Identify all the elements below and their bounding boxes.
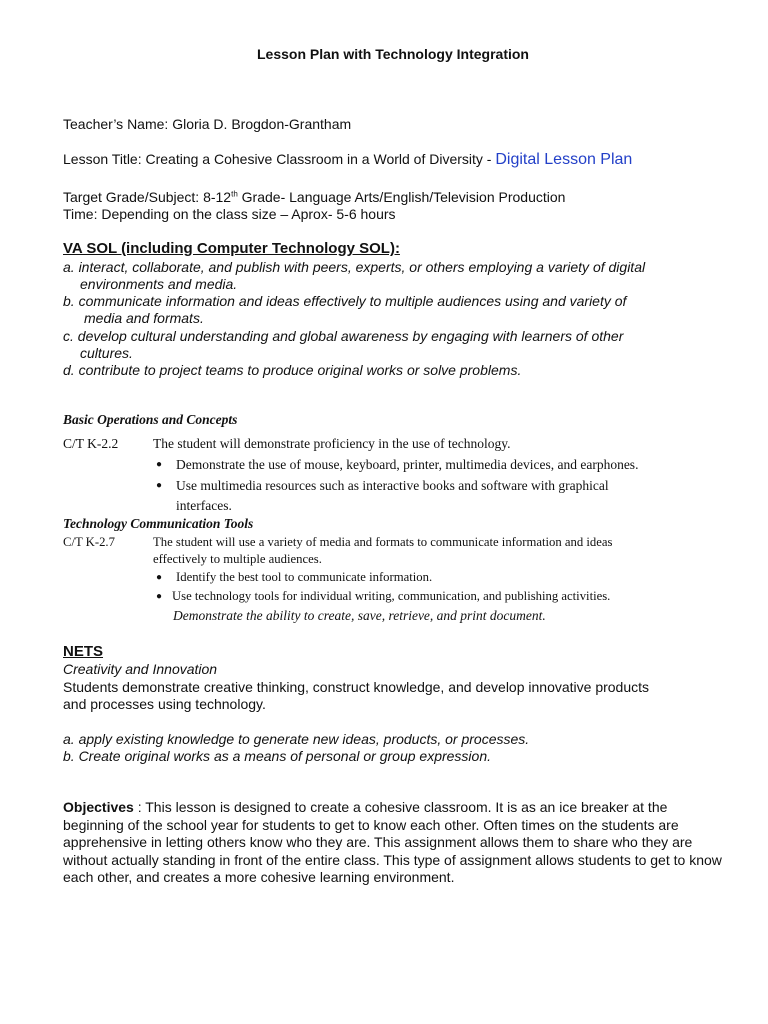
va-sol-line: a. interact, collaborate, and publish with peers, experts, or others employing a variety of digital [63, 259, 646, 275]
va-sol-line: cultures. [80, 345, 133, 361]
teacher-name: Teacher’s Name: Gloria D. Brogdon-Grantham [63, 116, 352, 132]
basic-ops-bullet-cont: interfaces. [176, 498, 232, 513]
nets-item: a. apply existing knowledge to generate new ideas, products, or processes. [63, 731, 530, 747]
nets-item: b. Create original works as a means of personal or group expression. [63, 748, 491, 764]
tech-comm-bullet: Use technology tools for individual writing, communication, and publishing activities. [172, 589, 611, 603]
nets-heading: NETS [63, 643, 104, 660]
bullet-icon: ● [156, 572, 163, 583]
lesson-title: Lesson Title: Creating a Cohesive Classroom in a World of Diversity - [63, 151, 496, 167]
tech-comm-bullet: Identify the best tool to communicate information. [176, 570, 433, 584]
basic-ops-bullet: Use multimedia resources such as interactive books and software with graphical [176, 478, 609, 493]
tech-comm-extra: Demonstrate the ability to create, save, retrieve, and print document. [173, 608, 546, 623]
va-sol-line: environments and media. [80, 276, 238, 292]
digital-lesson-plan-link[interactable]: Digital Lesson Plan [495, 151, 633, 168]
tech-comm-statement-cont: effectively to multiple audiences. [153, 552, 322, 566]
target-prefix: Target Grade/Subject: 8-12 [63, 189, 232, 205]
tech-comm-statement: The student will use a variety of media and formats to communicate information and ideas [153, 535, 613, 549]
objectives-paragraph [63, 799, 723, 887]
target-sup: th [231, 189, 238, 199]
objectives-text: : This lesson is designed to create a cohesive classroom. It is as an ice breaker at the beginning of the school year for students to get to know each other. Often times on the students are apprehensive in letting others know who they are. This assignment allows them to share who they are without actually standing in front of the entire class. This type of assignment allows students to get to know each other, and creates a more cohesive learning environment. [63, 799, 722, 886]
target-grade-subject [63, 189, 565, 205]
basic-ops-statement: The student will demonstrate proficiency in the use of technology. [153, 436, 511, 451]
document-title: Lesson Plan with Technology Integration [257, 46, 529, 62]
nets-subheading: Creativity and Innovation [63, 661, 218, 677]
time-line: Time: Depending on the class size – Aprox- 5-6 hours [63, 206, 396, 222]
bullet-icon: ● [156, 459, 163, 470]
va-sol-heading: VA SOL (including Computer Technology SOL): [63, 240, 400, 257]
va-sol-line: c. develop cultural understanding and global awareness by engaging with learners of other [63, 328, 624, 344]
va-sol-line: b. communicate information and ideas effectively to multiple audiences using and variety of [63, 293, 627, 309]
va-sol-line: media and formats. [84, 310, 204, 326]
lesson-title-line [63, 151, 632, 169]
basic-ops-heading: Basic Operations and Concepts [63, 412, 238, 427]
target-suffix: Grade- Language Arts/English/Television Production [237, 189, 566, 205]
tech-comm-heading: Technology Communication Tools [63, 516, 254, 531]
tech-comm-code: C/T K-2.7 [63, 535, 115, 549]
basic-ops-bullet: Demonstrate the use of mouse, keyboard, printer, multimedia devices, and earphones. [176, 457, 639, 472]
basic-ops-code: C/T K-2.2 [63, 436, 119, 451]
nets-line: Students demonstrate creative thinking, construct knowledge, and develop innovative products [63, 679, 650, 695]
nets-line: and processes using technology. [63, 696, 266, 712]
bullet-icon: ● [156, 480, 163, 491]
objectives-label: Objectives [63, 799, 134, 815]
bullet-icon: ● [156, 591, 163, 602]
va-sol-line: d. contribute to project teams to produce original works or solve problems. [63, 362, 522, 378]
